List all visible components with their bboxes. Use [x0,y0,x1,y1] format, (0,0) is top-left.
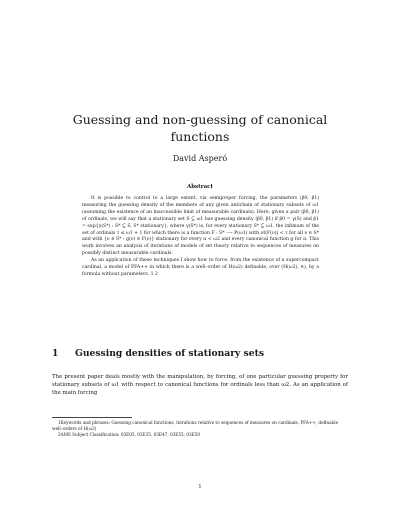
section-title: Guessing densities of stationary sets [75,348,265,359]
body-text [52,373,348,398]
paper-title: Guessing and non-guessing of canonical functions [72,112,328,144]
footnote-rule [52,417,132,418]
section-number: 1 [52,348,59,359]
section-heading [52,348,352,359]
footnote-keywords: 1Keywords and phrases: Guessing canonical functions, iterations relative to sequences of measures on cardinals, PFA++, definable well–orders of H(ω2) [52,420,339,432]
abstract-heading: Abstract [186,184,214,190]
page-number: 1 [198,484,202,490]
footnote-ams: 2AMS Subject Classification: 03E05, 03E35, 03E47, 03E55, 03E50 [58,432,201,438]
abstract-body [82,196,319,279]
author-name: David Asperó [172,154,228,163]
body-paragraph: The present paper deals mostly with the manipulation, by forcing, of one particular guessing property for stationary subsets of ω1 with respect to canonical functions for ordinals less than ω2. As an application of the main forcing [52,374,348,397]
abstract-paragraph: As an application of these techniques I show how to force, from the existence of a supercompact cardinal, a model of PFA++ in which there is a well–order of H(ω2) definable, over (H(ω2), ∈), by a formula without parameters. 1 2 [82,258,319,277]
abstract-paragraph: It is possible to control to a large extent, via semiproper forcing, the parameters (β0, β1) measuring the guessing density of the members of any given antichain of stationary subsets of ω1 (assuming the existence of an inaccessible limit of measurable cardinals). Here, given a pair (β0, β1) of ordinals, we will say that a stationary set S ⊆ ω1 has guessing density (β0, β1) if β0 = γ(S) and β1 = sup{γ(S*) : S* ⊆ S, S* stationary}, where γ(S*) is, for every stationary S* ⊆ ω1, the infimum of the set of ordinals τ ≤ ω1 + 1 for which there is a function F : S* ⟶ P(ω1) with ot(F(ν)) < τ for all ν ∈ S* and with {ν ∈ S* : g(ν) ∈ F(ν)} stationary for every α < ω2 and every canonical function g for α. This work involves an analysis of iterations of models of set theory relative to sequences of measures on possibly distinct measurable cardinals. [82,196,319,257]
footnotes [52,420,348,439]
